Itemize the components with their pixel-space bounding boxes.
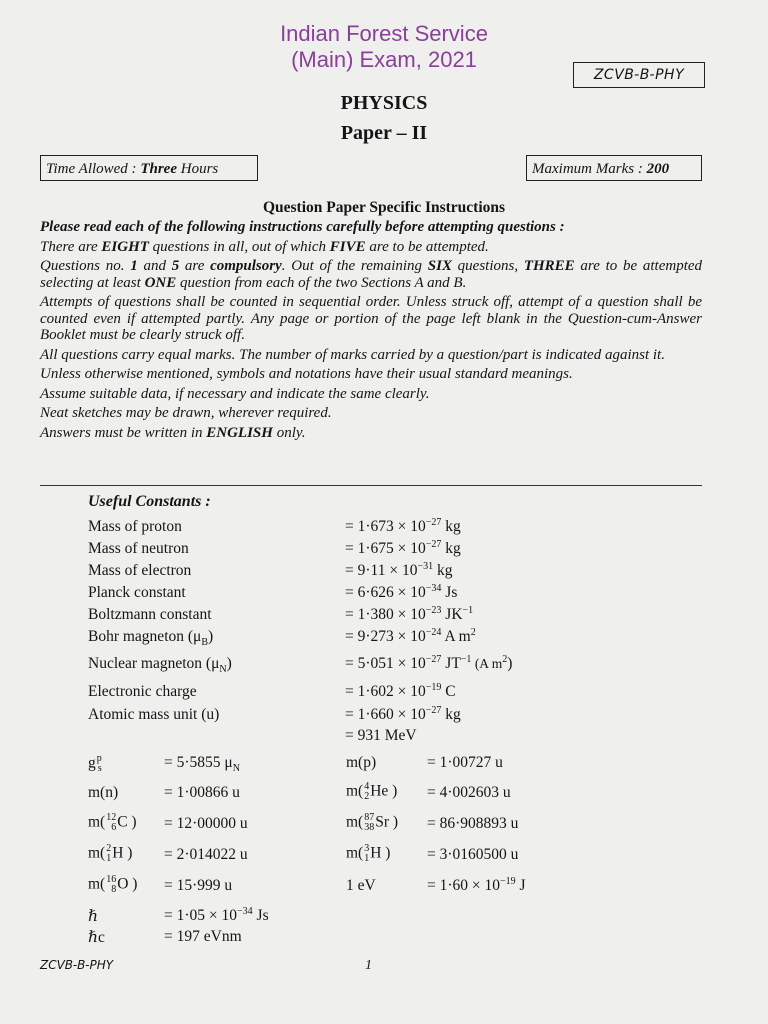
constant-name: Planck constant: [88, 584, 186, 601]
constant-name: Boltzmann constant: [88, 606, 212, 623]
instruction-item: Assume suitable data, if necessary and indicate the same clearly.: [40, 385, 430, 402]
section-divider: [40, 485, 702, 486]
instruction-item: All questions carry equal marks. The number of marks carried by a question/part is indicated against it.: [40, 346, 665, 363]
paper-title: Paper – II: [340, 122, 428, 144]
exam-title-line1: Indian Forest Service: [280, 21, 488, 46]
instruction-item: Unless otherwise mentioned, symbols and notations have their usual standard meanings.: [40, 366, 573, 382]
mass-symbol: m( 2 1 H ): [88, 843, 133, 864]
time-label: Time Allowed :: [46, 161, 141, 177]
constant-value: = $1\cdot 660 \times 10^{-27}$ kg: [345, 704, 461, 723]
hbar-value: = $1\cdot 05 \times 10^{-34}$ Js: [164, 905, 269, 924]
hbar-c-value: = 197 eVnm: [164, 928, 242, 945]
exam-title-line2: (Main) Exam, 2021: [291, 47, 477, 72]
constant-name: Electronic charge: [88, 683, 197, 700]
instruction-item: There are EIGHT questions in all, out of which FIVE are to be attempted.: [40, 238, 489, 255]
marks-label: Maximum Marks :: [532, 161, 647, 177]
mass-symbol: m( 4 2 He ): [346, 781, 398, 802]
constant-name: Atomic mass unit (u): [88, 706, 220, 723]
instruction-item: Attempts of questions shall be counted in sequential order. Unless struck off, attempt of a question shall be counted even if attempted partly. Any page or portion of the page left blank in the Question-cum-Answer Booklet must be clearly struck off.: [40, 294, 702, 343]
hbar-c-symbol: ℏc: [88, 929, 105, 946]
subject-title: PHYSICS: [340, 92, 428, 114]
ev-symbol: 1 eV: [346, 877, 376, 894]
constant-value: = $9\cdot 273 \times 10^{-24}$ A $m^2$: [345, 626, 476, 645]
constant-value: = $9\cdot 11 \times 10^{-31}$ kg: [345, 560, 453, 579]
instruction-item: Questions no. 1 and 5 are compulsory. Out of the remaining SIX questions, THREE are to be attempted selecting at least ONE question from each of the two Sections A and B.: [40, 258, 703, 291]
mass-symbol: m( 3 1 H ): [346, 843, 391, 864]
mass-value: = 12·00000 u: [164, 815, 248, 832]
constant-name: Bohr magneton $(\mu_B)$: [88, 628, 214, 649]
instruction-item: Answers must be written in ENGLISH only.: [40, 424, 306, 441]
constant-value: = $1\cdot 380 \times 10^{-23}$ $JK^{-1}$: [345, 604, 474, 623]
instruction-item: Neat sketches may be drawn, wherever required.: [40, 405, 332, 421]
constant-name: Nuclear magneton $(\mu_N)$: [88, 655, 232, 676]
g-factor-symbol: g p s: [88, 753, 102, 774]
mass-value: = 86·908893 u: [427, 815, 519, 832]
mass-value: = 2·014022 u: [164, 846, 248, 863]
time-allowed-box: [40, 155, 258, 181]
hbar-symbol: ℏ: [88, 908, 98, 925]
constant-value: = $1\cdot 602 \times 10^{-19}$ C: [345, 681, 456, 700]
time-unit: Hours: [176, 161, 219, 177]
constant-value: = $1\cdot 673 \times 10^{-27}$ kg: [345, 516, 461, 535]
instructions-heading: Question Paper Specific Instructions: [262, 199, 506, 216]
constant-name: Mass of proton: [88, 518, 182, 535]
instructions-list: [40, 219, 702, 444]
constant-value: = $6\cdot 626 \times 10^{-34}$ Js: [345, 582, 458, 601]
mass-symbol: m( 16 8 O ): [88, 874, 138, 895]
ev-value: = $1\cdot 60 \times 10^{-19}$ J: [427, 875, 526, 894]
instructions-lead: Please read each of the following instructions carefully before attempting questions :: [40, 219, 565, 235]
footer-paper-code: ZCVB-B-PHY: [40, 958, 114, 972]
mass-symbol: m(p): [346, 754, 377, 771]
mass-value: = 1·00727 u: [427, 754, 503, 771]
paper-code-box: ZCVB-B-PHY: [573, 62, 705, 88]
constant-value: = $1\cdot 675 \times 10^{-27}$ kg: [345, 538, 461, 557]
mass-symbol: m( 87 38 Sr ): [346, 812, 399, 833]
g-factor-value: = 5·5855 $\mu_N$: [164, 754, 240, 775]
time-value: Three: [140, 161, 177, 177]
constant-value-alt: = 931 MeV: [345, 727, 417, 744]
mass-value: = 3·0160500 u: [427, 846, 519, 863]
constant-name: Mass of neutron: [88, 540, 189, 557]
constant-value: = $5\cdot 051 \times 10^{-27}$ $JT^{-1}$ (A $m^2$): [345, 653, 513, 672]
mass-symbol: m( 12 6 C ): [88, 812, 137, 833]
mass-value: = 1·00866 u: [164, 784, 240, 801]
max-marks-box: [526, 155, 702, 181]
constant-name: Mass of electron: [88, 562, 192, 579]
marks-value: 200: [646, 161, 670, 177]
page-number: 1: [365, 958, 372, 973]
mass-value: = 15·999 u: [164, 877, 233, 894]
useful-constants-heading: Useful Constants :: [88, 493, 211, 510]
mass-symbol: m(n): [88, 784, 119, 801]
mass-value: = 4·002603 u: [427, 784, 511, 801]
